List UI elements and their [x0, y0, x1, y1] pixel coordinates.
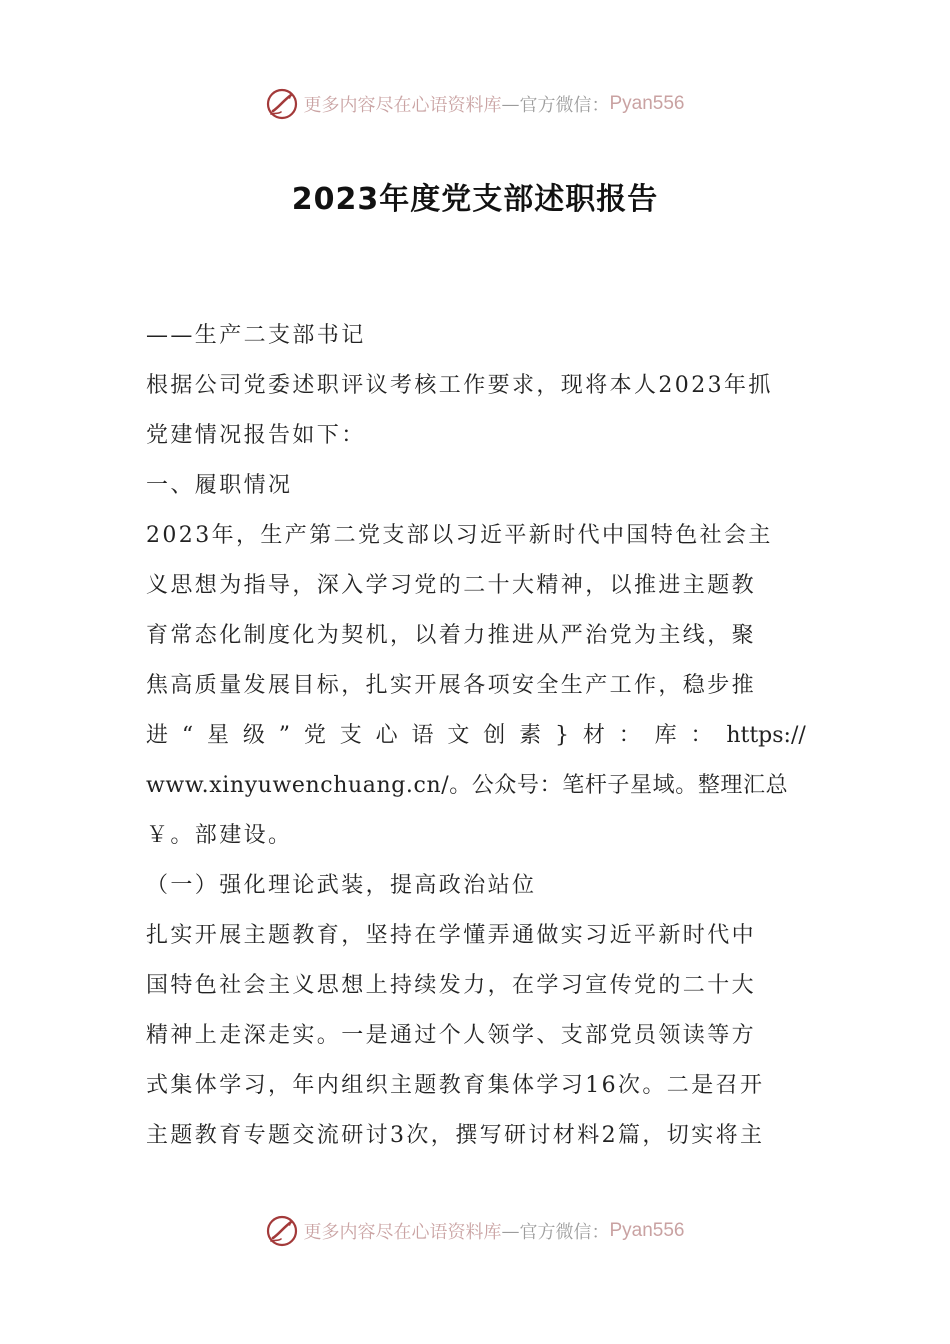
justified-token: ： — [618, 723, 641, 748]
banner-main-text: 更多内容尽在心语资料库 — [303, 1222, 502, 1243]
justified-token: 语 — [411, 723, 434, 748]
text-line: 主题教育专题交流研讨3次，撰写研讨材料2篇，切实将主 — [146, 1123, 765, 1148]
justified-token: 库 — [654, 723, 677, 748]
pen-logo-icon — [265, 1214, 299, 1248]
footer-banner — [0, 1211, 950, 1251]
justified-token: 素 — [519, 723, 542, 748]
document-body — [146, 311, 806, 1161]
text-line: 义思想为指导，深入学习党的二十大精神，以推进主题教 — [146, 573, 757, 598]
text-line: 精神上走深走实。一是通过个人领学、支部党员领读等方 — [146, 1023, 757, 1048]
justified-token: 星 — [206, 723, 229, 748]
text-line: 2023年，生产第二党支部以习近平新时代中国特色社会主 — [146, 523, 773, 548]
subsection-heading: （一）强化理论武装，提高政治站位 — [146, 873, 537, 898]
banner-wechat-id: Pyan556 — [609, 1220, 685, 1241]
text-line: ——生产二支部书记 — [146, 323, 366, 348]
banner-wechat-id: Pyan556 — [609, 93, 685, 114]
justified-token: ： — [690, 723, 713, 748]
section-heading: 一、履职情况 — [146, 473, 293, 498]
text-line: 国特色社会主义思想上持续发力，在学习宣传党的二十大 — [146, 973, 757, 998]
text-line: 式集体学习，年内组织主题教育集体学习16次。二是召开 — [146, 1073, 765, 1098]
justified-text-line — [146, 711, 806, 761]
justified-token: } — [554, 723, 569, 748]
banner-sub-text: 官方微信： — [519, 1222, 610, 1243]
justified-token: 心 — [375, 723, 398, 748]
banner-main-text: 更多内容尽在心语资料库 — [303, 95, 502, 116]
justified-token: 材 — [582, 723, 605, 748]
pen-logo-icon — [265, 87, 299, 121]
text-line: ￥。部建设。 — [146, 823, 293, 848]
justified-token: 级 — [242, 723, 265, 748]
justified-token: “ — [181, 723, 194, 748]
justified-token: 党 — [303, 723, 326, 748]
document-title: 2023年度党支部述职报告 — [291, 182, 659, 217]
justified-token: https:// — [726, 723, 806, 748]
banner-dash: — — [501, 1220, 520, 1242]
justified-token: ” — [278, 723, 290, 748]
text-line: 党建情况报告如下： — [146, 423, 366, 448]
justified-token: 文 — [447, 723, 470, 748]
justified-token: 创 — [483, 723, 506, 748]
text-line: 扎实开展主题教育，坚持在学懂弄通做实习近平新时代中 — [146, 923, 757, 948]
banner-dash: — — [501, 93, 520, 115]
text-line: www.xinyuwenchuang.cn/。公众号：笔杆子星域。整理汇总 — [146, 773, 789, 798]
text-line: 焦高质量发展目标，扎实开展各项安全生产工作，稳步推 — [146, 673, 757, 698]
text-line: 育常态化制度化为契机，以着力推进从严治党为主线，聚 — [146, 623, 757, 648]
text-line: 根据公司党委述职评议考核工作要求，现将本人2023年抓 — [146, 373, 773, 398]
justified-token: 进 — [146, 723, 169, 748]
justified-token: 支 — [339, 723, 362, 748]
header-banner — [0, 84, 950, 124]
banner-sub-text: 官方微信： — [519, 95, 610, 116]
